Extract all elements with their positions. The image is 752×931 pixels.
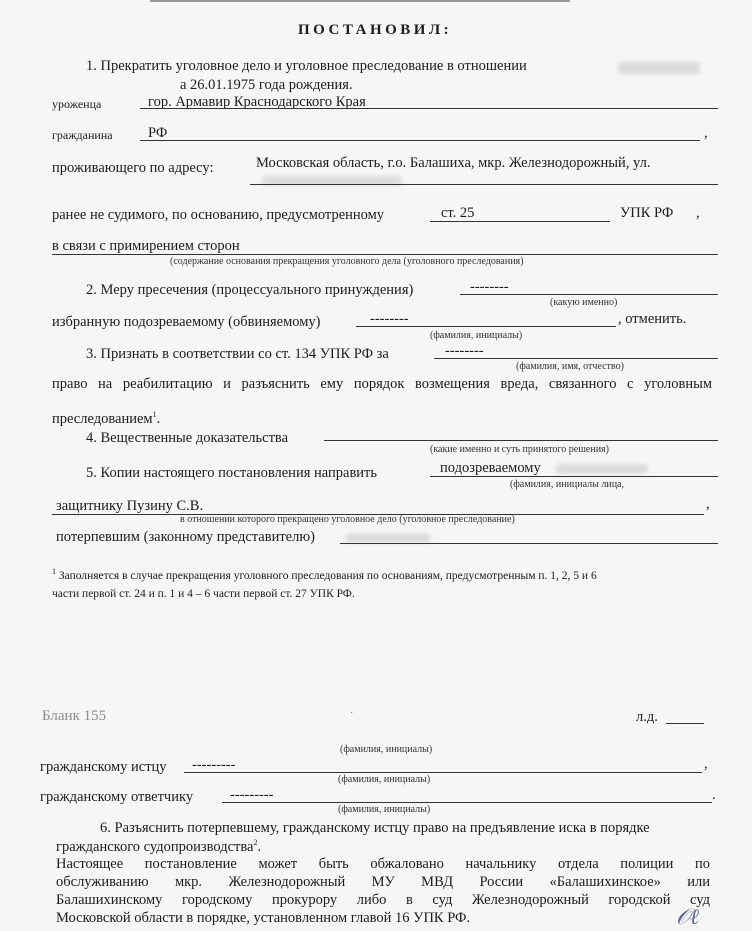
footnote-mark: 1 [52,567,56,576]
appeal-line4: Московской области в порядке, установленном главой 16 УПК РФ. [56,910,471,926]
item3-footnote-ref: 1 [152,410,157,419]
basis-code: УПК РФ [620,205,674,221]
item5-underline3 [340,543,718,544]
civil-plaintiff-label: гражданскому истцу [40,759,167,775]
item5-victim-label: потерпевшим (законному представителю) [56,529,315,545]
appeal-line2: обслуживанию мкр. Железнодорожный МУ МВД России «Балашихинское» или [56,874,710,890]
item4-caption: (какие именно и суть принятого решения) [430,444,609,455]
native-value: гор. Армавир Краснодарского Края [148,94,366,110]
native-label: уроженца [52,97,102,111]
citizen-comma: , [704,125,708,141]
ld-label: л.д. [636,709,658,725]
civil-defendant-dot: . [712,787,716,803]
blank-form-number: Бланк 155 [42,708,107,724]
item1-line1: 1. Прекратить уголовное дело и уголовное преследование в отношении [86,58,527,74]
caption-fio-3: (фамилия, инициалы) [338,804,431,815]
item5-caption2: в отношении которого прекращено уголовное дело (уголовное преследование) [180,514,515,525]
footnote [52,563,712,603]
item3-line3: преследованием$^1$. [52,410,161,427]
item3-value1: -------- [445,343,484,359]
item3-line3-text: преследованием [52,410,153,427]
civil-defendant-underline [222,802,712,803]
item6-line2-text: гражданского судопроизводства [56,838,254,855]
reason-underline [52,254,718,255]
item6-footnote-ref: 2 [253,838,258,847]
item5-underline1 [430,476,718,477]
civil-defendant-label: гражданскому ответчику [40,789,194,805]
item5-defender: защитнику Пузину С.В. [56,498,204,514]
item4-underline [324,440,718,441]
civil-plaintiff-value: --------- [192,757,236,773]
item5-caption1: (фамилия, инициалы лица, [510,479,624,490]
citizen-value: РФ [148,125,168,141]
item3-line2: право на реабилитацию и разъяснить ему порядок возмещения вреда, связанного с уголовным [52,376,712,392]
item2-value1: -------- [470,279,509,295]
appeal-line3: Балашихинскому городскому прокурору либо в суд Железнодорожный городской суд [56,892,710,908]
item2-caption2: (фамилия, инициалы) [430,330,523,341]
item2-underline2 [356,326,616,327]
basis-label: ранее не судимого, по основанию, предусмотренному [52,207,385,223]
address-value: Московская область, г.о. Балашиха, мкр. Железнодорожный, ул. [256,155,651,171]
address-underline [250,184,718,185]
civil-defendant-value: --------- [230,787,274,803]
citizen-underline [140,140,700,141]
item5-line1: 5. Копии настоящего постановления направить [86,465,377,481]
footnote-line1: Заполняется в случае прекращения уголовного преследования по основаниям, предусмотренным п. 1, 2, 5 и 6 [58,569,597,582]
page-center-mark: · [350,708,354,719]
address-label: проживающего по адресу: [52,160,214,176]
document-title: ПОСТАНОВИЛ: [298,22,453,38]
item6-line2: гражданского судопроизводства$^2$. [56,838,262,855]
item2-value2: -------- [370,311,409,327]
top-edge-rule [150,0,570,2]
item2-line2: избранную подозреваемому (обвиняемому) [52,314,321,330]
reason-value: в связи с примирением сторон [52,238,240,254]
civil-plaintiff-underline [184,772,702,773]
item2-line1: 2. Меру пресечения (процессуального принуждения) [86,282,414,298]
basis-article: ст. 25 [441,205,475,221]
redacted-name [618,62,700,74]
item5-value1: подозреваемому [440,460,541,476]
redacted-suspect [556,464,648,474]
footnote-line2: части первой ст. 24 и п. 1 и 4 – 6 части первой ст. 27 УПК РФ. [52,587,355,600]
redacted-victim [346,533,430,543]
item4-line1: 4. Вещественные доказательства [86,430,289,446]
item1-birthdate: а 26.01.1975 года рождения. [180,77,353,93]
basis-comma: , [696,205,700,221]
item3-caption1: (фамилия, имя, отчество) [516,361,624,372]
caption-fio-1: (фамилия, инициалы) [340,744,433,755]
signature-mark: 𝒪ℓ [676,904,700,929]
appeal-line1: Настоящее постановление может быть обжаловано начальнику отдела полиции по [56,856,710,872]
item6-line1: 6. Разъяснить потерпевшему, гражданскому истцу право на предъявление иска в порядке [100,820,650,836]
citizen-label: гражданина [52,128,113,142]
native-underline [140,108,718,109]
item2-underline1 [460,294,718,295]
civil-plaintiff-comma: , [704,756,708,772]
item5-comma: , [706,496,710,512]
item2-caption1: (какую именно) [550,297,618,308]
caption-fio-2: (фамилия, инициалы) [338,774,431,785]
ld-underline [666,723,704,724]
basis-underline [430,221,610,222]
reason-caption: (содержание основания прекращения уголовного дела (уголовного преследования) [170,256,524,267]
item2-tail: , отменить. [618,311,687,327]
item3-line1: 3. Признать в соответствии со ст. 134 УПК РФ за [86,346,389,362]
item3-underline1 [434,358,718,359]
